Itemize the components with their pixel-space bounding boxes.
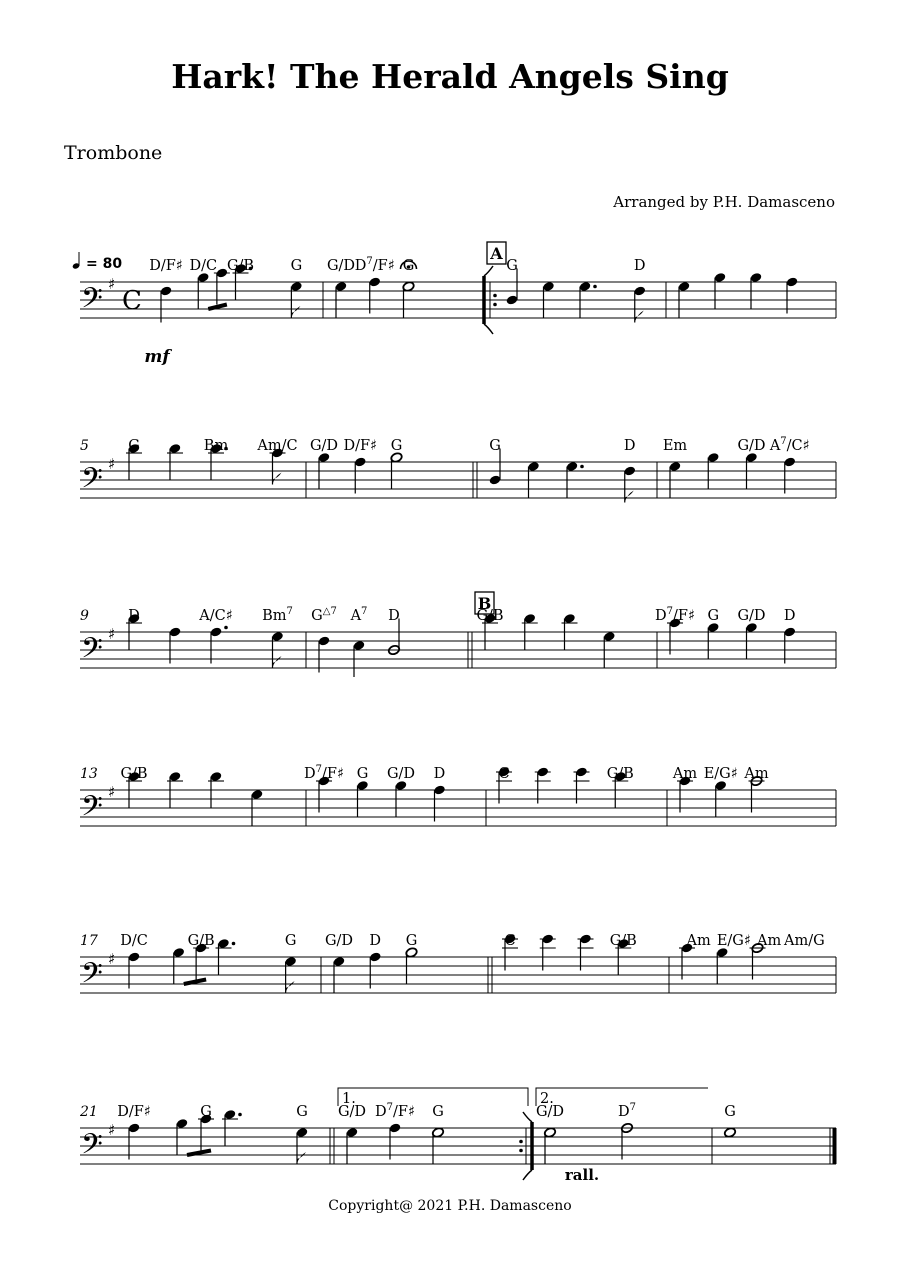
chord-symbol: D	[783, 608, 796, 624]
chord-symbol: G	[390, 438, 403, 454]
note-flag	[273, 473, 282, 485]
key-signature-sharp-icon: ♯	[108, 625, 116, 643]
key-signature-sharp-icon: ♯	[108, 275, 116, 293]
staff-system	[80, 592, 836, 677]
augmentation-dot	[238, 1113, 242, 1117]
note-beam	[184, 980, 206, 985]
measure	[310, 438, 403, 494]
chord-symbol: G/D	[535, 1104, 565, 1120]
chord-symbol: Am	[672, 766, 698, 782]
chord-symbol: G	[284, 933, 297, 949]
chord-symbol: G/B	[476, 608, 504, 624]
chord-symbol: Am/G	[784, 933, 825, 949]
volta-number: 1.	[342, 1091, 356, 1107]
chord-symbol: $D^7/F♯$	[304, 764, 344, 782]
chord-symbol: C	[498, 766, 510, 782]
chord-symbol: G	[432, 1104, 444, 1120]
staff-system	[79, 1088, 836, 1184]
chord-symbol: G/D	[309, 438, 339, 454]
bass-clef-icon: 𝄢	[81, 632, 103, 672]
chord-symbol: G	[128, 438, 140, 454]
chord-symbol: D/C	[120, 933, 148, 949]
chord-symbol: G/D	[326, 258, 356, 274]
chord-symbol: Am	[686, 933, 711, 949]
measure	[536, 1088, 708, 1164]
score-title: Hark! The Herald Angels Sing	[171, 57, 729, 96]
staff-system	[80, 764, 836, 830]
measure-number: 5	[80, 438, 89, 454]
chord-symbol: G	[724, 1104, 736, 1120]
tempo-value: = 80	[86, 256, 123, 272]
chord-symbol: G/B	[226, 258, 255, 274]
note-flag	[273, 656, 282, 668]
chord-symbol: $A^7/C♯$	[769, 436, 810, 454]
chord-symbol: D	[388, 608, 400, 624]
repeat-bracket	[484, 324, 493, 334]
staff-system	[80, 436, 836, 503]
chord-symbol: D/C	[189, 258, 218, 274]
chord-symbol: D/F♯	[117, 1104, 151, 1120]
note-flag	[297, 1152, 306, 1164]
measure	[679, 933, 825, 984]
rehearsal-mark: A	[490, 244, 503, 263]
measure	[126, 438, 298, 485]
bass-clef-icon: 𝄢	[81, 1128, 103, 1168]
chord-symbol: G/D	[386, 766, 416, 782]
chord-symbol: G	[200, 1104, 212, 1120]
note-head	[724, 1127, 737, 1138]
chord-symbol: $D^7/F♯$	[375, 1102, 415, 1120]
measure	[489, 438, 637, 503]
measure	[475, 592, 616, 668]
common-time-icon: C	[122, 286, 142, 316]
augmentation-dot	[232, 942, 236, 946]
chord-symbol: Bm	[203, 438, 229, 454]
measure	[338, 1088, 532, 1180]
chord-symbol: G/B	[606, 766, 634, 782]
key-signature-sharp-icon: ♯	[108, 783, 116, 801]
music-staves	[72, 242, 836, 1184]
chord-symbol: G/D	[737, 438, 766, 454]
repeat-dot	[519, 1149, 523, 1153]
augmentation-dot	[580, 465, 584, 469]
measure-number: 17	[80, 933, 98, 949]
chord-symbol: G/B	[187, 933, 215, 949]
chord-symbol: E/G♯	[703, 766, 738, 782]
chord-symbol: G	[290, 258, 303, 274]
measure-number: 9	[80, 608, 89, 624]
chord-symbol: G/B	[120, 766, 148, 782]
note-flag	[635, 311, 644, 323]
measure	[304, 764, 446, 822]
instrument-name: Trombone	[64, 142, 163, 164]
chord-symbol: E/G♯	[716, 933, 751, 949]
chord-symbol: D/F♯	[343, 438, 378, 454]
chord-symbol: D	[433, 766, 446, 782]
chord-symbol: D/F♯	[149, 258, 183, 274]
measure	[149, 258, 303, 323]
chord-symbol: $A^7$	[350, 606, 368, 624]
chord-symbol: G/D	[324, 933, 354, 949]
chord-symbol: Am/C	[257, 438, 298, 454]
chord-symbol: Am	[757, 933, 782, 949]
repeat-dot	[519, 1140, 523, 1144]
key-signature-sharp-icon: ♯	[108, 455, 116, 473]
chord-symbol: Am	[744, 766, 769, 782]
repeat-dot	[493, 294, 497, 298]
note-flag	[291, 306, 300, 318]
chord-symbol: D	[128, 608, 140, 624]
repeat-bracket	[484, 266, 493, 276]
chord-symbol: G	[489, 438, 501, 454]
arranger-credit: Arranged by P.H. Damasceno	[613, 193, 835, 211]
chord-symbol: G	[402, 258, 415, 274]
chord-symbol: G	[296, 1104, 308, 1120]
augmentation-dot	[593, 285, 597, 289]
measure	[484, 242, 646, 334]
rallentando-marking: rall.	[564, 1166, 600, 1184]
chord-symbol: D	[633, 258, 646, 274]
staff-system	[72, 242, 836, 367]
chord-symbol: G	[707, 608, 720, 624]
bass-clef-icon: 𝄢	[81, 462, 103, 502]
repeat-bracket	[523, 1170, 532, 1180]
tempo-marking	[72, 252, 122, 272]
bass-clef-icon: 𝄢	[81, 790, 103, 830]
chord-symbol: $D^7/F♯$	[354, 256, 395, 274]
repeat-bracket	[523, 1112, 532, 1122]
key-signature-sharp-icon: ♯	[108, 950, 116, 968]
rehearsal-mark: B	[477, 594, 492, 613]
key-signature-sharp-icon: ♯	[108, 1121, 116, 1139]
bass-clef-icon: 𝄢	[81, 282, 103, 322]
measure-number: 21	[80, 1104, 98, 1120]
copyright-notice: Copyright@ 2021 P.H. Damasceno	[328, 1198, 572, 1214]
chord-symbol: G/D	[737, 608, 766, 624]
augmentation-dot	[224, 626, 228, 630]
chord-symbol: $G^{\triangle 7}$	[311, 606, 337, 624]
chord-symbol: A/C♯	[199, 608, 233, 624]
chord-symbol: $D^7$	[617, 1102, 637, 1120]
volta-number: 2.	[540, 1091, 554, 1107]
measure-number: 13	[80, 766, 98, 782]
measure	[678, 272, 799, 318]
measure	[724, 1104, 737, 1138]
note-beam	[187, 1151, 211, 1156]
chord-symbol: G	[405, 933, 418, 949]
note-beam	[208, 305, 227, 310]
chord-symbol: Bm$^7$	[262, 606, 293, 624]
measure	[655, 606, 796, 664]
chord-symbol: G	[506, 258, 518, 274]
measure	[502, 933, 637, 975]
repeat-dot	[493, 303, 497, 307]
staff-system	[80, 933, 836, 997]
bass-clef-icon: 𝄢	[81, 957, 103, 997]
chord-symbol: D	[369, 933, 382, 949]
chord-symbol: G/D	[337, 1104, 367, 1120]
measure	[672, 766, 769, 817]
note-flag	[286, 981, 295, 993]
measure	[496, 766, 634, 808]
note-flag	[625, 491, 634, 503]
chord-symbol: Em	[662, 438, 688, 454]
chord-symbol: $D^7/F♯$	[655, 606, 695, 624]
dynamic-marking: mf	[144, 347, 170, 367]
chord-symbol: D	[623, 438, 636, 454]
chord-symbol: G/B	[609, 933, 637, 949]
chord-symbol: C	[504, 933, 516, 949]
chord-symbol: G	[356, 766, 369, 782]
